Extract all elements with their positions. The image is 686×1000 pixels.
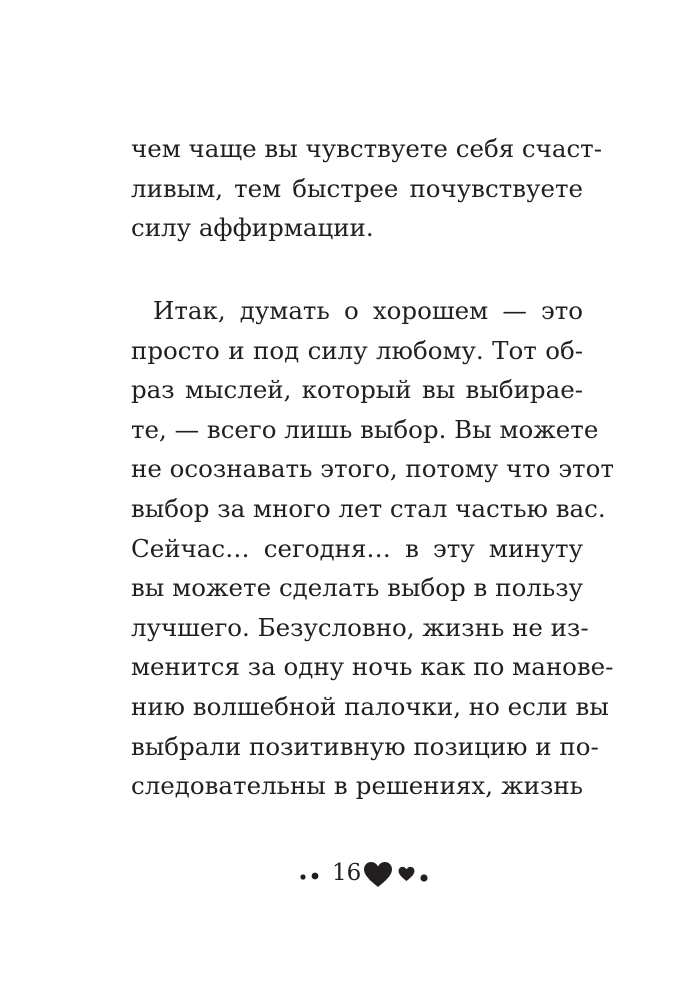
paragraph-continuation xyxy=(131,129,603,248)
dot-icon xyxy=(310,871,320,881)
text-line: силу аффирмации. xyxy=(131,213,374,243)
dot-icon xyxy=(419,873,429,883)
text-line: Сейчас… сегодня… в эту минуту xyxy=(131,533,583,563)
text-line: те, — всего лишь выбор. Вы можете xyxy=(131,414,599,444)
text-line: вы можете сделать выбор в пользу xyxy=(131,573,583,603)
text-line: не осознавать этого, потому что этот xyxy=(131,454,614,484)
text-line: менится за одну ночь как по манове- xyxy=(131,652,614,682)
text-line: выбор за много лет стал частью вас. xyxy=(131,493,606,523)
heart-large-icon xyxy=(363,861,393,888)
text-line: выбрали позитивную позицию и по- xyxy=(131,731,599,761)
text-line: следовательны в решениях, жизнь xyxy=(131,771,583,801)
text-line: ливым, тем быстрее почувствуете xyxy=(131,173,583,203)
text-line: Итак, думать о хорошем — это xyxy=(153,296,583,325)
text-line: нию волшебной палочки, но если вы xyxy=(131,691,609,721)
heart-small-icon xyxy=(398,866,415,882)
page-number: 16 xyxy=(332,860,362,886)
text-line: просто и под силу любому. Тот об- xyxy=(131,335,583,365)
paragraph xyxy=(131,291,614,806)
dot-small-icon xyxy=(299,873,307,881)
text-line: чем чаще вы чувствуете себя счаст- xyxy=(131,134,603,163)
text-line: лучшего. Безусловно, жизнь не из- xyxy=(131,612,589,642)
text-line: раз мыслей, который вы выбирае- xyxy=(131,375,583,405)
page-footer xyxy=(0,855,686,891)
